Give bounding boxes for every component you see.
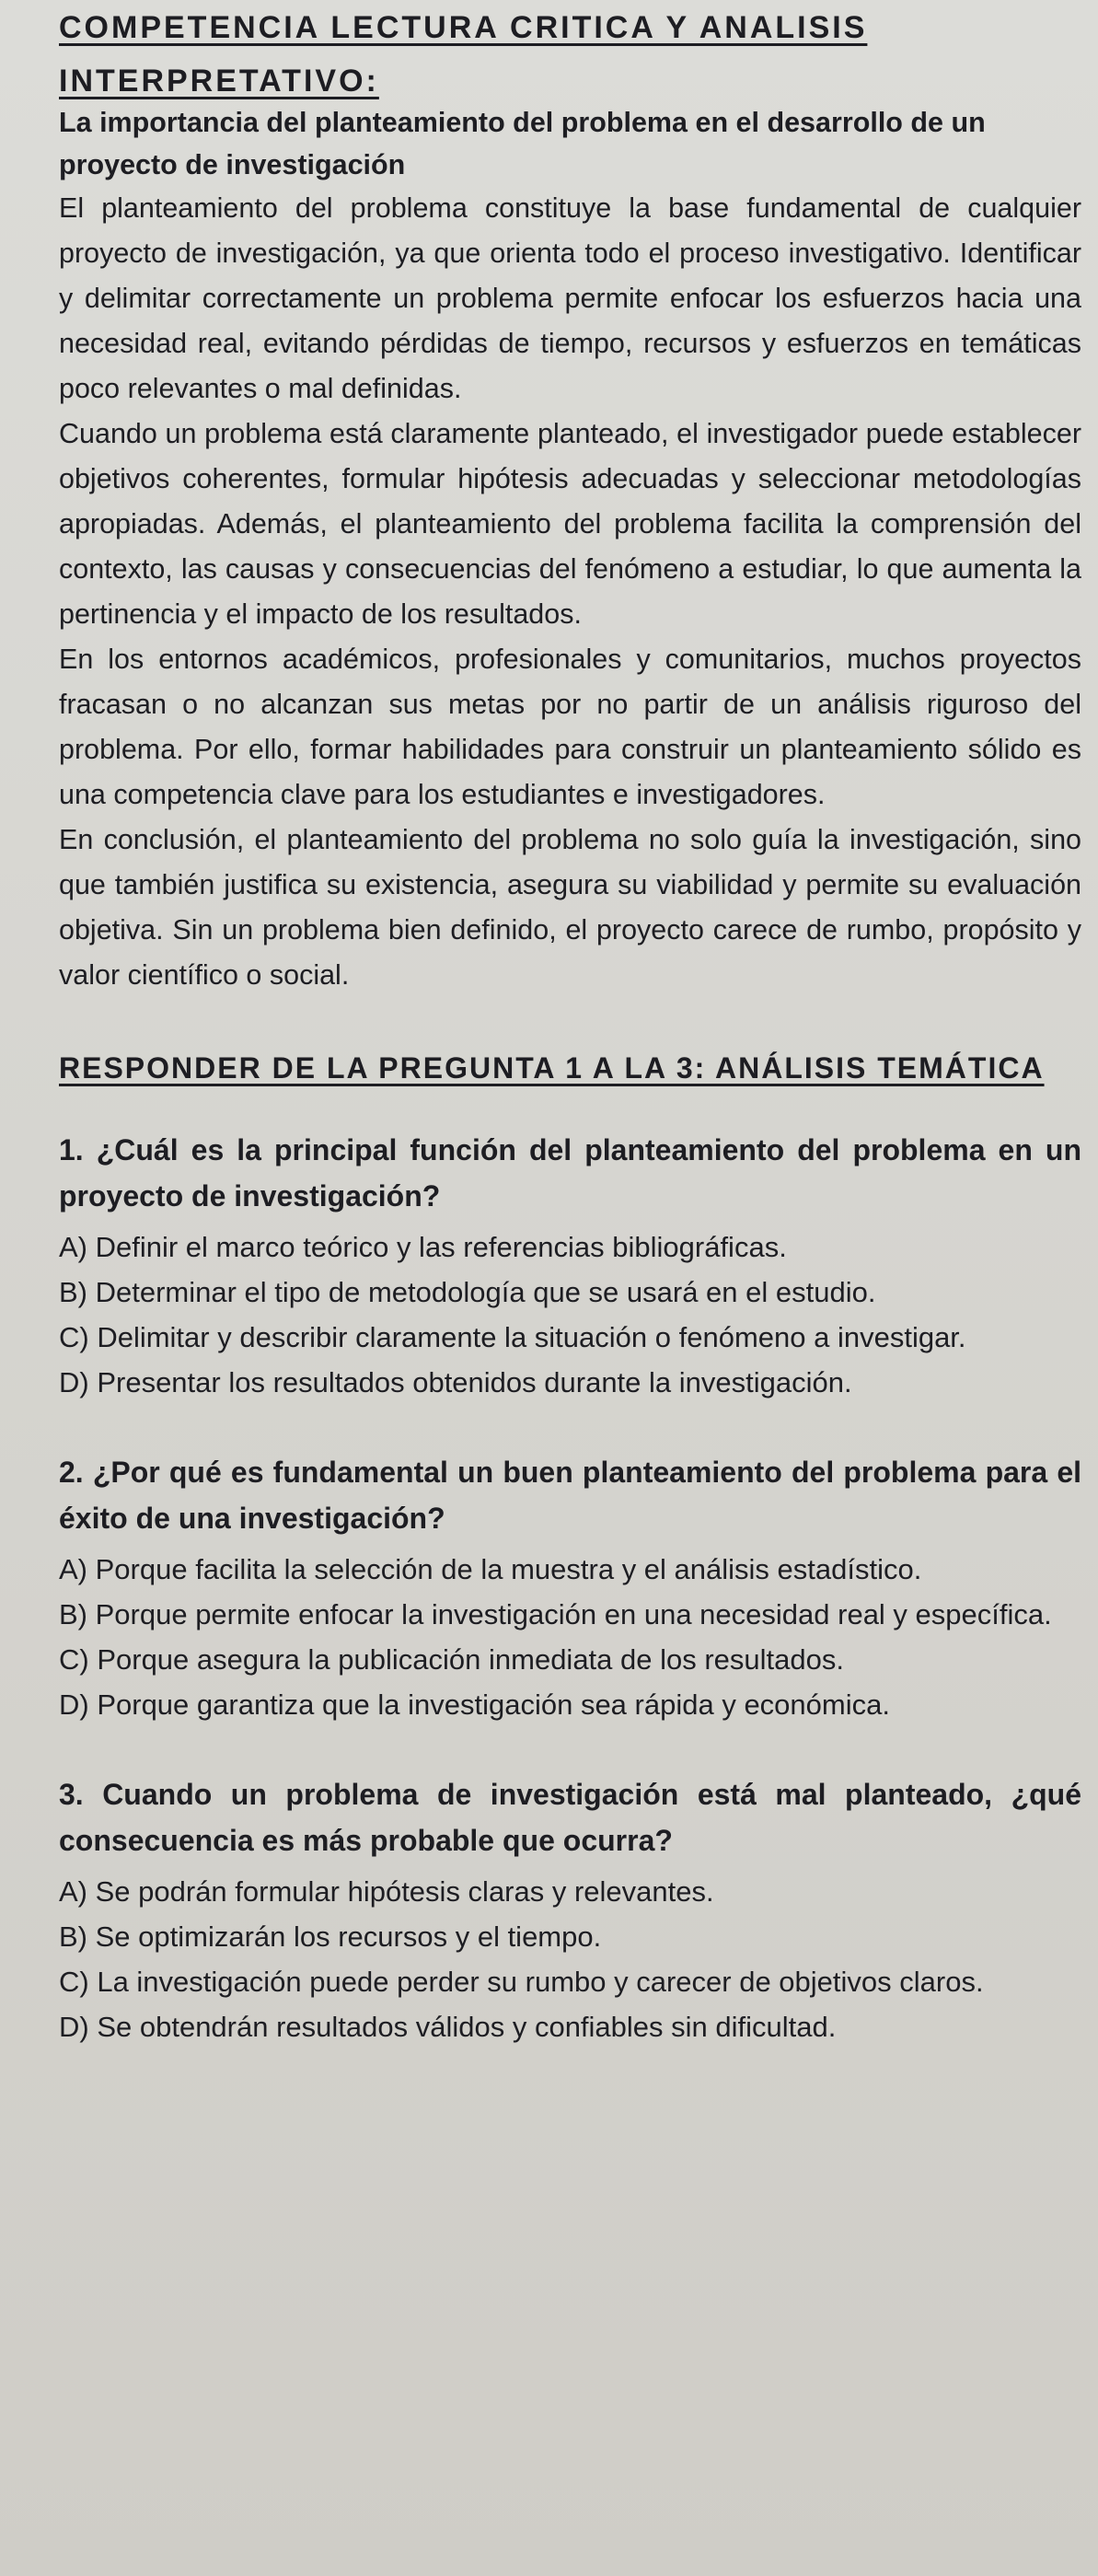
reading-paragraph: En conclusión, el planteamiento del problema no solo guía la investigación, sino que también justifica su existencia, asegura su viabilidad y permite su evaluación objetiva. Sin un problema bien definido, el proyecto carece de rumbo, propósito y valor científico o social. bbox=[59, 824, 1081, 991]
reading-paragraph: En los entornos académicos, profesionales y comunitarios, muchos proyectos fracasan o no alcanzan sus metas por no partir de un análisis riguroso del problema. Por ello, formar habilidades para construir un planteamiento sólido es una competencia clave para los estudiantes e investigadores. bbox=[59, 644, 1081, 810]
questions bbox=[59, 1127, 1081, 2049]
option-b[interactable]: B) Determinar el tipo de metodología que se usará en el estudio. bbox=[59, 1276, 876, 1308]
competency-title: COMPETENCIA LECTURA CRITICA Y ANALISIS bbox=[59, 10, 868, 45]
option-b[interactable]: B) Se optimizarán los recursos y el tiempo. bbox=[59, 1920, 602, 1953]
question-text: 2. ¿Por qué es fundamental un buen planteamiento del problema para el éxito de una investigación? bbox=[59, 1456, 1081, 1535]
option-a[interactable]: A) Porque facilita la selección de la muestra y el análisis estadístico. bbox=[59, 1553, 922, 1585]
question-2 bbox=[59, 1449, 1081, 1727]
option-a[interactable]: A) Se podrán formular hipótesis claras y relevantes. bbox=[59, 1875, 714, 1908]
option-d[interactable]: D) Se obtendrán resultados válidos y confiables sin dificultad. bbox=[59, 2011, 837, 2043]
option-c[interactable]: C) La investigación puede perder su rumbo y carecer de objetivos claros. bbox=[59, 1966, 984, 1998]
question-text: 1. ¿Cuál es la principal función del planteamiento del problema en un proyecto de investigación? bbox=[59, 1133, 1081, 1213]
option-c[interactable]: C) Porque asegura la publicación inmediata de los resultados. bbox=[59, 1643, 844, 1676]
question-3 bbox=[59, 1771, 1081, 2049]
reading-paragraph: El planteamiento del problema constituye la base fundamental de cualquier proyecto de investigación, ya que orienta todo el proceso investigativo. Identificar y delimitar correctamente un problema permite enfocar los esfuerzos hacia una necesidad real, evitando pérdidas de tiempo, recursos y esfuerzos en temáticas poco relevantes o mal definidas. bbox=[59, 192, 1081, 404]
question-text: 3. Cuando un problema de investigación está mal planteado, ¿qué consecuencia es más probable que ocurra? bbox=[59, 1778, 1081, 1857]
option-d[interactable]: D) Porque garantiza que la investigación sea rápida y económica. bbox=[59, 1688, 890, 1721]
question-1 bbox=[59, 1127, 1081, 1405]
section-heading: RESPONDER DE LA PREGUNTA 1 A LA 3: ANÁLISIS TEMÁTICA bbox=[59, 1051, 1045, 1085]
reading-title: La importancia del planteamiento del problema en el desarrollo de un proyecto de investigación bbox=[59, 107, 986, 180]
reading-passage bbox=[59, 101, 1081, 998]
option-d[interactable]: D) Presentar los resultados obtenidos durante la investigación. bbox=[59, 1366, 852, 1398]
option-b[interactable]: B) Porque permite enfocar la investigación en una necesidad real y específica. bbox=[59, 1598, 1052, 1630]
option-a[interactable]: A) Definir el marco teórico y las referencias bibliográficas. bbox=[59, 1231, 787, 1263]
reading-paragraph: Cuando un problema está claramente planteado, el investigador puede establecer objetivos coherentes, formular hipótesis adecuadas y seleccionar metodologías apropiadas. Además, el planteamiento del problema facilita la comprensión del contexto, las causas y consecuencias del fenómeno a estudiar, lo que aumenta la pertinencia y el impacto de los resultados. bbox=[59, 418, 1081, 630]
competency-subtitle: INTERPRETATIVO: bbox=[59, 64, 379, 99]
option-c[interactable]: C) Delimitar y describir claramente la situación o fenómeno a investigar. bbox=[59, 1321, 966, 1353]
